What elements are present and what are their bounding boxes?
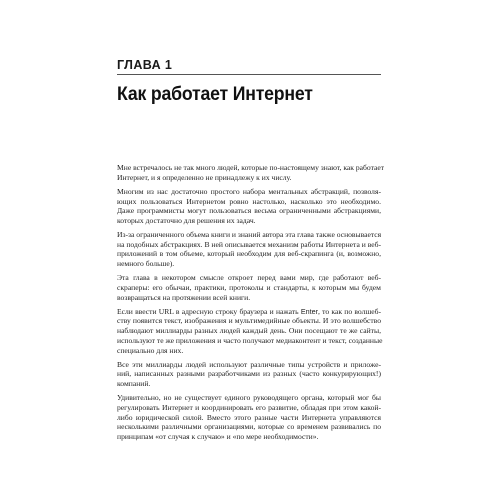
text-line: приложений в том объеме, который необходим для веб-скрапинга (и, возможно, <box>117 249 381 259</box>
paragraph-1 <box>117 163 385 182</box>
text-line: возвращаться на протяжении всей книги. <box>117 292 251 302</box>
text-line: которых достаточно для решения их задач. <box>117 215 256 225</box>
text-line: ству появится текст, изображения и мультимедийные объекты. И это волшебство <box>117 316 381 326</box>
text-line: скраперы: его обычаи, практики, протоколы и стандарты, к которым мы будем <box>117 282 381 292</box>
chapter-body <box>117 163 385 446</box>
paragraph-5 <box>117 307 381 356</box>
paragraph-3 <box>117 230 381 269</box>
text-line: наблюдают миллиарды разных людей каждый день. Они посещают те же сайты, <box>117 326 381 336</box>
chapter-title: Как работает Интернет <box>117 84 313 105</box>
text-line: немного больше). <box>117 259 175 269</box>
text-line: Эта глава в некотором смысле откроет перед вами мир, где работают веб- <box>117 273 381 283</box>
chapter-divider <box>117 74 381 75</box>
text-line: Из-за ограниченного объема книги и знаний автора эта глава также основывается <box>117 230 382 239</box>
text-fragment: Если ввести URL в адресную строку браузера и нажать <box>117 306 301 316</box>
text-line: принципам «от случая к случаю» и «по мере необходимости». <box>117 431 319 441</box>
text-line: на подобных абстракциях. В ней описывается механизм работы Интернета и веб- <box>117 239 381 249</box>
text-line: ющих пользоваться Интернетом ровно настолько, насколько это необходимо. <box>117 196 381 206</box>
text-line: используют те же приложения и часто получают медиаконтент и текст, созданные <box>117 335 383 345</box>
text-line: ний, написанных разными разработчиками из разных (часто конкурирующих!) <box>117 369 381 379</box>
text-line: Интернет, и я определенно не принадлежу к их числу. <box>117 172 292 182</box>
paragraph-2 <box>117 187 381 226</box>
text-line: специально для них. <box>117 345 184 355</box>
text-line: Все эти миллиарды людей используют различные типы устройств и приложе- <box>117 359 381 369</box>
enter-key-term: Enter <box>300 306 319 316</box>
text-line: Удивительно, но не существует единого руководящего органа, который мог бы <box>117 393 381 403</box>
text-line <box>117 307 381 317</box>
paragraph-6 <box>117 360 381 389</box>
text-line: несколькими различными организациями, которые со временем развивались по <box>117 422 381 432</box>
text-fragment: , то как по волшеб- <box>318 306 381 316</box>
text-line: либо юридической силой. Вместо этого разные части Интернета управляются <box>117 412 381 422</box>
text-line: компаний. <box>117 379 151 389</box>
paragraph-7 <box>117 393 381 442</box>
text-line: Многим из нас достаточно простого набора ментальных абстракций, позволя- <box>117 186 381 196</box>
text-line: Даже программисты могут пользоваться весьма ограниченными абстракциями, <box>117 206 381 216</box>
paragraph-4 <box>117 273 381 302</box>
text-line: Мне встречалось не так много людей, которые по-настоящему знают, как работает <box>117 163 385 172</box>
chapter-label: ГЛАВА 1 <box>117 58 173 72</box>
text-line: регулировать Интернет и координировать его развитие, обладая при этом какой- <box>117 402 381 412</box>
